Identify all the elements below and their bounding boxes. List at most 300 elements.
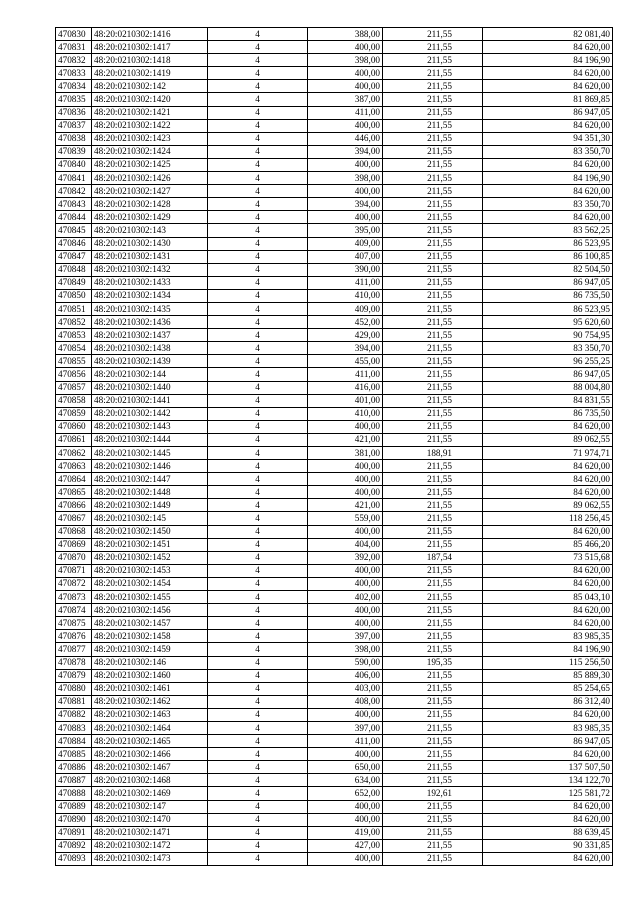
area-cell: 398,00 [308,172,383,185]
sum-cell: 84 620,00 [483,420,613,433]
sum-cell: 82 081,40 [483,28,613,41]
table-row [56,473,613,486]
rate-cell: 211,55 [383,512,483,525]
cadastral-number-cell: 48:20:0210302:144 [92,368,208,381]
table-row [56,250,613,263]
area-cell: 400,00 [308,41,383,54]
cadastral-number-cell: 48:20:0210302:1454 [92,577,208,590]
table-row [56,486,613,499]
rate-cell: 211,55 [383,41,483,54]
cadastral-number-cell: 48:20:0210302:1461 [92,682,208,695]
record-id-cell: 470832 [56,54,92,67]
table-row [56,617,613,630]
sum-cell: 84 620,00 [483,460,613,473]
area-cell: 395,00 [308,224,383,237]
record-id-cell: 470887 [56,774,92,787]
sum-cell: 86 735,50 [483,407,613,420]
sum-cell: 86 947,05 [483,276,613,289]
rate-cell: 211,55 [383,643,483,656]
table-row [56,813,613,826]
count-cell: 4 [208,67,308,80]
cadastral-number-cell: 48:20:0210302:1421 [92,106,208,119]
record-id-cell: 470867 [56,512,92,525]
area-cell: 400,00 [308,473,383,486]
count-cell: 4 [208,499,308,512]
sum-cell: 86 523,95 [483,237,613,250]
record-id-cell: 470838 [56,132,92,145]
sum-cell: 85 254,65 [483,682,613,695]
table-row [56,119,613,132]
cadastral-number-cell: 48:20:0210302:1429 [92,211,208,224]
rate-cell: 211,55 [383,67,483,80]
area-cell: 400,00 [308,158,383,171]
table-row [56,158,613,171]
sum-cell: 83 350,70 [483,198,613,211]
sum-cell: 86 100,85 [483,250,613,263]
rate-cell: 211,55 [383,368,483,381]
table-row [56,800,613,813]
rate-cell: 211,55 [383,735,483,748]
sum-cell: 84 620,00 [483,473,613,486]
count-cell: 4 [208,132,308,145]
area-cell: 634,00 [308,774,383,787]
table-row [56,80,613,93]
count-cell: 4 [208,185,308,198]
rate-cell: 211,55 [383,237,483,250]
table-row [56,708,613,721]
cadastral-number-cell: 48:20:0210302:1472 [92,839,208,852]
count-cell: 4 [208,564,308,577]
table-row [56,276,613,289]
area-cell: 400,00 [308,211,383,224]
rate-cell: 211,55 [383,813,483,826]
count-cell: 4 [208,289,308,302]
sum-cell: 84 620,00 [483,80,613,93]
cadastral-number-cell: 48:20:0210302:1441 [92,394,208,407]
area-cell: 406,00 [308,669,383,682]
record-id-cell: 470847 [56,250,92,263]
count-cell: 4 [208,761,308,774]
count-cell: 4 [208,93,308,106]
cadastral-number-cell: 48:20:0210302:145 [92,512,208,525]
cadastral-number-cell: 48:20:0210302:1473 [92,852,208,865]
table-row [56,839,613,852]
table-row [56,826,613,839]
cadastral-number-cell: 48:20:0210302:1426 [92,172,208,185]
cadastral-number-cell: 48:20:0210302:1448 [92,486,208,499]
record-id-cell: 470845 [56,224,92,237]
count-cell: 4 [208,643,308,656]
rate-cell: 211,55 [383,342,483,355]
record-id-cell: 470853 [56,329,92,342]
table-row [56,368,613,381]
table-row [56,342,613,355]
rate-cell: 211,55 [383,564,483,577]
rate-cell: 192,61 [383,787,483,800]
cadastral-number-cell: 48:20:0210302:1424 [92,145,208,158]
record-id-cell: 470893 [56,852,92,865]
sum-cell: 84 620,00 [483,564,613,577]
table-row [56,316,613,329]
rate-cell: 211,55 [383,538,483,551]
sum-cell: 88 004,80 [483,381,613,394]
sum-cell: 85 043,10 [483,591,613,604]
record-id-cell: 470839 [56,145,92,158]
count-cell: 4 [208,447,308,460]
rate-cell: 211,55 [383,839,483,852]
record-id-cell: 470860 [56,420,92,433]
count-cell: 4 [208,394,308,407]
rate-cell: 211,55 [383,748,483,761]
sum-cell: 94 351,30 [483,132,613,145]
area-cell: 400,00 [308,67,383,80]
record-id-cell: 470843 [56,198,92,211]
table-row [56,669,613,682]
area-cell: 411,00 [308,276,383,289]
cadastral-number-cell: 48:20:0210302:1440 [92,381,208,394]
sum-cell: 84 620,00 [483,577,613,590]
count-cell: 4 [208,695,308,708]
cadastral-number-cell: 48:20:0210302:1468 [92,774,208,787]
rate-cell: 211,55 [383,276,483,289]
area-cell: 400,00 [308,852,383,865]
cadastral-number-cell: 48:20:0210302:1459 [92,643,208,656]
table-row [56,630,613,643]
rate-cell: 211,55 [383,420,483,433]
cadastral-number-cell: 48:20:0210302:1470 [92,813,208,826]
cadastral-number-cell: 48:20:0210302:1462 [92,695,208,708]
area-cell: 394,00 [308,342,383,355]
area-cell: 402,00 [308,591,383,604]
count-cell: 4 [208,407,308,420]
record-id-cell: 470888 [56,787,92,800]
area-cell: 407,00 [308,250,383,263]
cadastral-number-cell: 48:20:0210302:1449 [92,499,208,512]
count-cell: 4 [208,669,308,682]
count-cell: 4 [208,381,308,394]
table-row [56,355,613,368]
sum-cell: 84 620,00 [483,617,613,630]
record-id-cell: 470877 [56,643,92,656]
rate-cell: 211,55 [383,132,483,145]
table-row [56,512,613,525]
sum-cell: 83 985,35 [483,630,613,643]
table-row [56,656,613,669]
record-id-cell: 470833 [56,67,92,80]
record-id-cell: 470876 [56,630,92,643]
table-row [56,224,613,237]
record-id-cell: 470889 [56,800,92,813]
area-cell: 394,00 [308,145,383,158]
rate-cell: 211,55 [383,669,483,682]
rate-cell: 195,35 [383,656,483,669]
count-cell: 4 [208,368,308,381]
sum-cell: 84 620,00 [483,813,613,826]
cadastral-number-cell: 48:20:0210302:1438 [92,342,208,355]
cadastral-number-cell: 48:20:0210302:1418 [92,54,208,67]
area-cell: 398,00 [308,643,383,656]
count-cell: 4 [208,721,308,734]
record-id-cell: 470874 [56,604,92,617]
table-row [56,774,613,787]
table-row [56,41,613,54]
record-id-cell: 470865 [56,486,92,499]
cadastral-number-cell: 48:20:0210302:1439 [92,355,208,368]
count-cell: 4 [208,800,308,813]
area-cell: 411,00 [308,368,383,381]
table-row [56,591,613,604]
cadastral-number-cell: 48:20:0210302:1430 [92,237,208,250]
table-row [56,433,613,446]
area-cell: 400,00 [308,617,383,630]
table-row [56,67,613,80]
table-row [56,787,613,800]
count-cell: 4 [208,198,308,211]
sum-cell: 84 831,55 [483,394,613,407]
table-row [56,289,613,302]
count-cell: 4 [208,787,308,800]
cadastral-number-cell: 48:20:0210302:1420 [92,93,208,106]
sum-cell: 137 507,50 [483,761,613,774]
sum-cell: 86 312,40 [483,695,613,708]
record-id-cell: 470868 [56,525,92,538]
area-cell: 446,00 [308,132,383,145]
sum-cell: 88 639,45 [483,826,613,839]
count-cell: 4 [208,119,308,132]
record-id-cell: 470848 [56,263,92,276]
area-cell: 397,00 [308,721,383,734]
area-cell: 394,00 [308,198,383,211]
count-cell: 4 [208,538,308,551]
table-row [56,394,613,407]
area-cell: 408,00 [308,695,383,708]
parcel-table [55,27,613,866]
rate-cell: 211,55 [383,394,483,407]
sum-cell: 84 196,90 [483,54,613,67]
rate-cell: 211,55 [383,800,483,813]
cadastral-number-cell: 48:20:0210302:1435 [92,302,208,315]
cadastral-number-cell: 48:20:0210302:1460 [92,669,208,682]
cadastral-number-cell: 48:20:0210302:1417 [92,41,208,54]
cadastral-number-cell: 48:20:0210302:1443 [92,420,208,433]
count-cell: 4 [208,263,308,276]
count-cell: 4 [208,342,308,355]
count-cell: 4 [208,813,308,826]
cadastral-number-cell: 48:20:0210302:1450 [92,525,208,538]
cadastral-number-cell: 48:20:0210302:1467 [92,761,208,774]
rate-cell: 211,55 [383,185,483,198]
cadastral-number-cell: 48:20:0210302:1452 [92,551,208,564]
cadastral-number-cell: 48:20:0210302:1436 [92,316,208,329]
area-cell: 403,00 [308,682,383,695]
record-id-cell: 470846 [56,237,92,250]
area-cell: 421,00 [308,433,383,446]
count-cell: 4 [208,41,308,54]
record-id-cell: 470856 [56,368,92,381]
table-row [56,538,613,551]
count-cell: 4 [208,211,308,224]
area-cell: 400,00 [308,525,383,538]
rate-cell: 211,55 [383,433,483,446]
record-id-cell: 470861 [56,433,92,446]
record-id-cell: 470850 [56,289,92,302]
count-cell: 4 [208,158,308,171]
rate-cell: 211,55 [383,499,483,512]
area-cell: 400,00 [308,80,383,93]
area-cell: 411,00 [308,735,383,748]
area-cell: 400,00 [308,813,383,826]
table-row [56,172,613,185]
count-cell: 4 [208,735,308,748]
table-row [56,761,613,774]
count-cell: 4 [208,276,308,289]
sum-cell: 115 256,50 [483,656,613,669]
count-cell: 4 [208,682,308,695]
rate-cell: 211,55 [383,54,483,67]
rate-cell: 211,55 [383,172,483,185]
count-cell: 4 [208,486,308,499]
record-id-cell: 470834 [56,80,92,93]
document-page [55,27,612,866]
count-cell: 4 [208,604,308,617]
cadastral-number-cell: 48:20:0210302:1453 [92,564,208,577]
count-cell: 4 [208,826,308,839]
sum-cell: 90 754,95 [483,329,613,342]
rate-cell: 211,55 [383,289,483,302]
area-cell: 388,00 [308,28,383,41]
table-row [56,329,613,342]
count-cell: 4 [208,577,308,590]
rate-cell: 211,55 [383,591,483,604]
count-cell: 4 [208,106,308,119]
record-id-cell: 470871 [56,564,92,577]
area-cell: 404,00 [308,538,383,551]
cadastral-number-cell: 48:20:0210302:1466 [92,748,208,761]
cadastral-number-cell: 48:20:0210302:142 [92,80,208,93]
rate-cell: 211,55 [383,263,483,276]
rate-cell: 211,55 [383,93,483,106]
area-cell: 400,00 [308,119,383,132]
sum-cell: 84 620,00 [483,852,613,865]
area-cell: 427,00 [308,839,383,852]
cadastral-number-cell: 48:20:0210302:1458 [92,630,208,643]
cadastral-number-cell: 48:20:0210302:1423 [92,132,208,145]
rate-cell: 211,55 [383,211,483,224]
cadastral-number-cell: 48:20:0210302:1434 [92,289,208,302]
area-cell: 400,00 [308,748,383,761]
rate-cell: 211,55 [383,695,483,708]
rate-cell: 211,55 [383,826,483,839]
rate-cell: 211,55 [383,329,483,342]
table-row [56,721,613,734]
sum-cell: 84 620,00 [483,800,613,813]
table-row [56,499,613,512]
record-id-cell: 470849 [56,276,92,289]
sum-cell: 71 974,71 [483,447,613,460]
area-cell: 397,00 [308,630,383,643]
record-id-cell: 470878 [56,656,92,669]
record-id-cell: 470851 [56,302,92,315]
cadastral-number-cell: 48:20:0210302:1445 [92,447,208,460]
cadastral-number-cell: 48:20:0210302:1437 [92,329,208,342]
table-row [56,198,613,211]
record-id-cell: 470840 [56,158,92,171]
record-id-cell: 470852 [56,316,92,329]
record-id-cell: 470879 [56,669,92,682]
area-cell: 421,00 [308,499,383,512]
count-cell: 4 [208,839,308,852]
count-cell: 4 [208,172,308,185]
count-cell: 4 [208,28,308,41]
table-row [56,852,613,865]
area-cell: 409,00 [308,302,383,315]
rate-cell: 187,54 [383,551,483,564]
table-row [56,263,613,276]
area-cell: 590,00 [308,656,383,669]
sum-cell: 89 062,55 [483,433,613,446]
count-cell: 4 [208,617,308,630]
area-cell: 387,00 [308,93,383,106]
table-body [56,28,613,866]
cadastral-number-cell: 48:20:0210302:1425 [92,158,208,171]
table-row [56,420,613,433]
record-id-cell: 470872 [56,577,92,590]
table-row [56,564,613,577]
area-cell: 400,00 [308,604,383,617]
cadastral-number-cell: 48:20:0210302:143 [92,224,208,237]
area-cell: 400,00 [308,420,383,433]
count-cell: 4 [208,525,308,538]
area-cell: 398,00 [308,54,383,67]
cadastral-number-cell: 48:20:0210302:1465 [92,735,208,748]
record-id-cell: 470866 [56,499,92,512]
count-cell: 4 [208,473,308,486]
table-row [56,106,613,119]
record-id-cell: 470854 [56,342,92,355]
sum-cell: 81 869,85 [483,93,613,106]
cadastral-number-cell: 48:20:0210302:1464 [92,721,208,734]
table-row [56,93,613,106]
rate-cell: 211,55 [383,381,483,394]
sum-cell: 96 255,25 [483,355,613,368]
table-row [56,460,613,473]
sum-cell: 86 947,05 [483,368,613,381]
record-id-cell: 470859 [56,407,92,420]
cadastral-number-cell: 48:20:0210302:146 [92,656,208,669]
count-cell: 4 [208,145,308,158]
table-row [56,54,613,67]
count-cell: 4 [208,54,308,67]
sum-cell: 84 620,00 [483,748,613,761]
rate-cell: 211,55 [383,473,483,486]
sum-cell: 85 889,30 [483,669,613,682]
rate-cell: 211,55 [383,224,483,237]
count-cell: 4 [208,433,308,446]
count-cell: 4 [208,250,308,263]
area-cell: 652,00 [308,787,383,800]
sum-cell: 95 620,60 [483,316,613,329]
cadastral-number-cell: 48:20:0210302:1432 [92,263,208,276]
record-id-cell: 470862 [56,447,92,460]
table-row [56,643,613,656]
area-cell: 400,00 [308,708,383,721]
sum-cell: 84 620,00 [483,486,613,499]
table-row [56,447,613,460]
table-row [56,237,613,250]
rate-cell: 211,55 [383,316,483,329]
sum-cell: 83 985,35 [483,721,613,734]
count-cell: 4 [208,591,308,604]
